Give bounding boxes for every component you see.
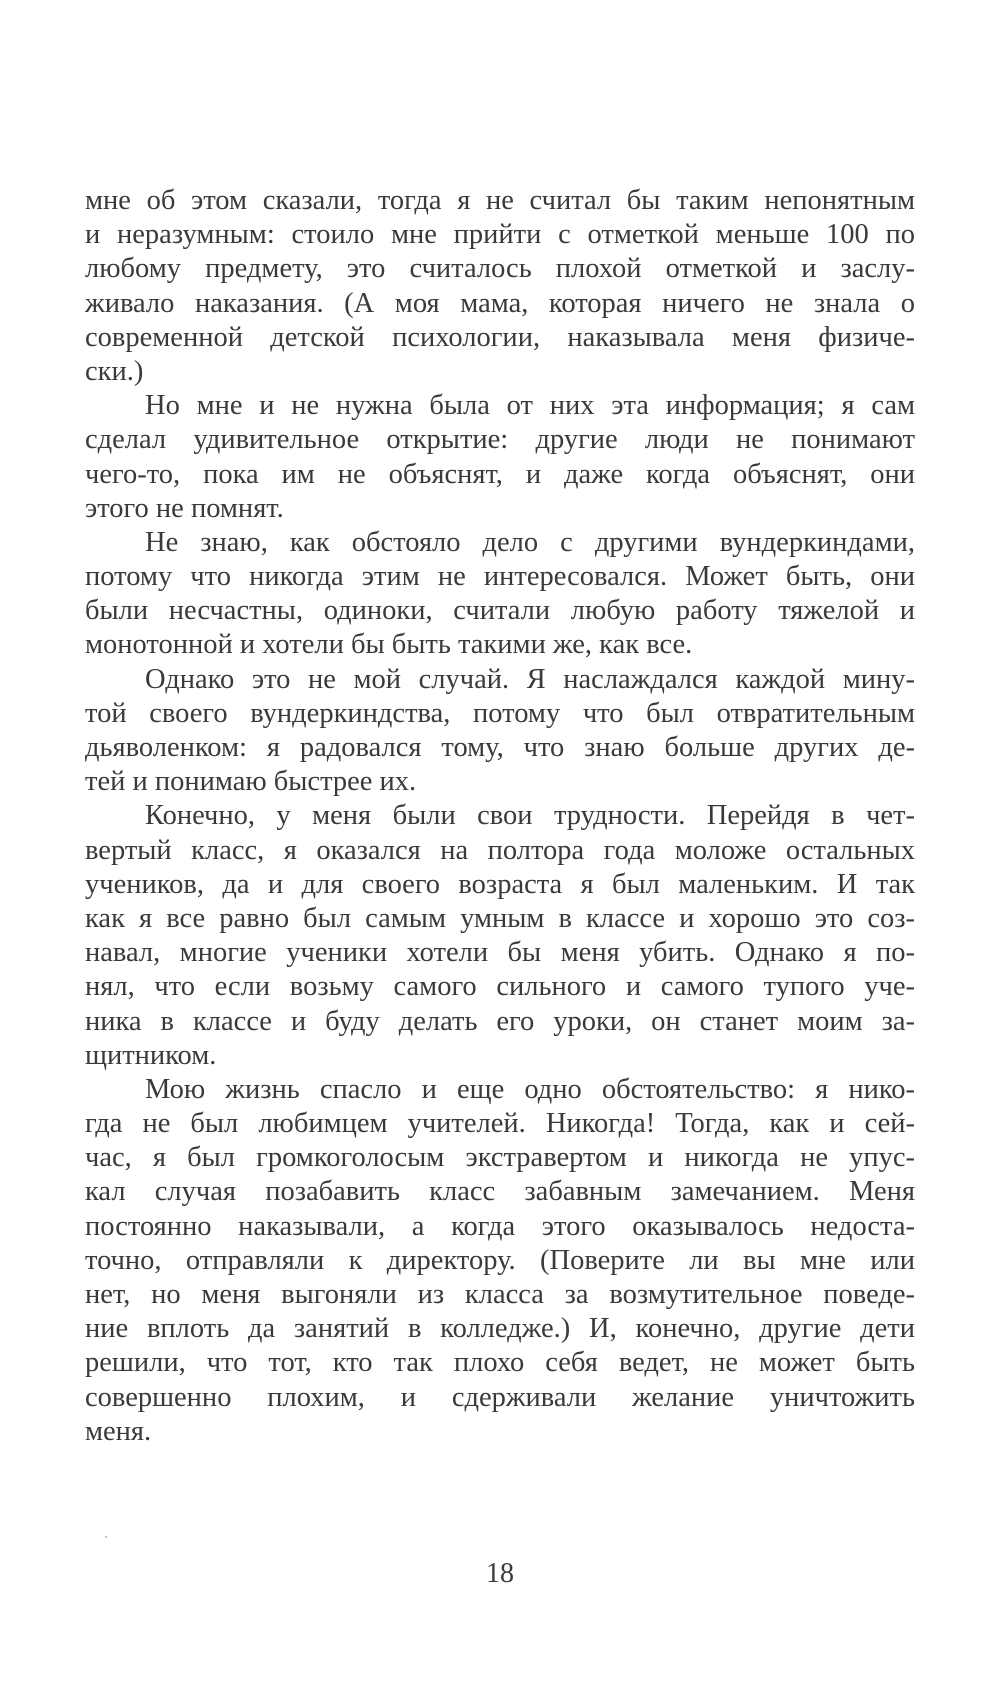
text-line: чего-то, пока им не объяснят, и даже когда объяснят, они [85,458,915,490]
text-line: Конечно, у меня были свои трудности. Перейдя в чет- [145,800,915,832]
text-line: были несчастны, одиноки, считали любую работу тяжелой и [85,595,915,627]
text-line: Мою жизнь спасло и еще одно обстоятельство: я нико- [145,1073,915,1105]
text-line: живало наказания. (А моя мама, которая ничего не знала о [85,287,915,319]
text-line: совершенно плохим, и сдерживали желание уничтожить [85,1381,915,1413]
text-line: меня. [85,1415,152,1447]
text-line: современной детской психологии, наказывала меня физиче- [85,321,915,353]
text-line: точно, отправляли к директору. (Поверите ли вы мне или [85,1244,915,1276]
body-text [85,184,915,1449]
text-line: кал случая позабавить класс забавным замечанием. Меня [85,1176,915,1208]
text-line: Однако это не мой случай. Я наслаждался каждой мину- [145,663,915,695]
text-line: навал, многие ученики хотели бы меня убить. Однако я по- [85,937,915,969]
text-line: ние вплоть да занятий в колледже.) И, конечно, другие дети [85,1313,915,1345]
text-line: потому что никогда этим не интересовался. Может быть, они [85,561,915,593]
text-line: дьяволенком: я радовался тому, что знаю больше других де- [85,732,915,763]
text-line: Не знаю, как обстояло дело с другими вундеркиндами, [145,526,915,558]
text-line: гда не был любимцем учителей. Никогда! Тогда, как и сей- [85,1108,915,1140]
text-line: тей и понимаю быстрее их. [85,766,417,798]
text-line: постоянно наказывали, а когда этого оказывалось недоста- [85,1210,915,1242]
text-line: ника в классе и буду делать его уроки, он станет моим за- [85,1005,915,1037]
text-line: той своего вундеркиндства, потому что был отвратительным [85,697,915,729]
text-line: мне об этом сказали, тогда я не считал бы таким непонятным [85,185,915,216]
text-line: как я все равно был самым умным в классе и хорошо это соз- [85,902,915,934]
text-line: этого не помнят. [85,492,284,524]
text-line: решили, что тот, кто так плохо себя ведет, не может быть [85,1347,915,1379]
text-line: щитником. [85,1039,217,1071]
text-line: вертый класс, я оказался на полтора года моложе остальных [85,834,915,866]
page-number: 18 [486,1558,514,1589]
text-line: Но мне и не нужна была от них эта информация; я сам [145,390,915,422]
text-line: и неразумным: стоило мне прийти с отметкой меньше 100 по [85,219,915,251]
text-line: нял, что если возьму самого сильного и самого тупого уче- [85,971,915,1003]
text-line: монотонной и хотели бы быть такими же, как все. [85,629,693,661]
text-line: любому предмету, это считалось плохой отметкой и заслу- [85,253,915,285]
text-line: нет, но меня выгоняли из класса за возмутительное поведе- [85,1279,915,1310]
scan-speck [105,1536,107,1538]
text-line: учеников, да и для своего возраста я был маленьким. И так [85,868,915,900]
text-line: сделал удивительное открытие: другие люди не понимают [85,424,915,456]
text-line: ски.) [85,355,144,387]
text-line: час, я был громкоголосым экстравертом и никогда не упус- [85,1142,915,1174]
